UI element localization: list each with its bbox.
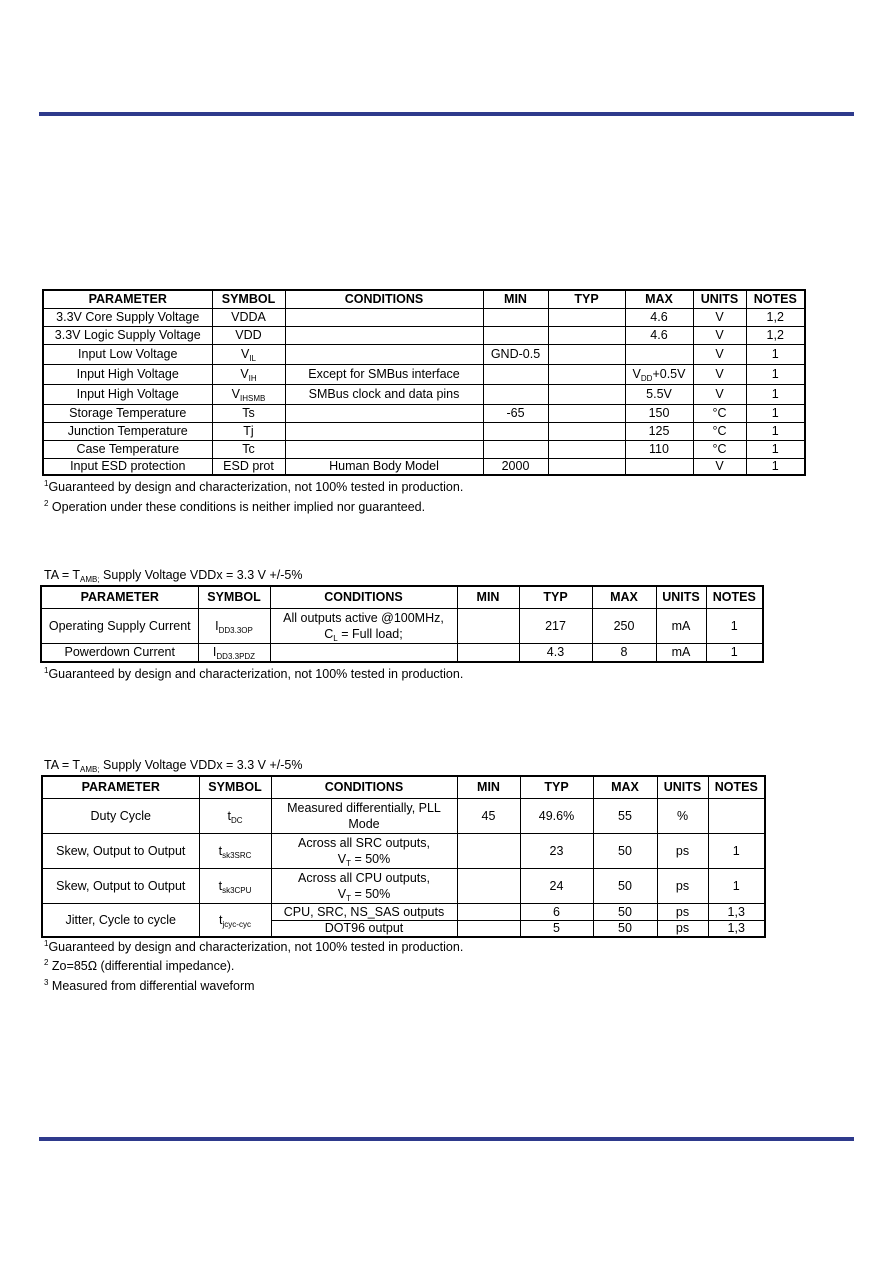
cell-min xyxy=(457,643,519,662)
footnote-text: Operation under these conditions is neither implied nor guaranteed. xyxy=(48,500,426,514)
header-min: MIN xyxy=(483,290,548,308)
table-header-row xyxy=(43,290,805,308)
symbol-subscript: DD3.3PDZ xyxy=(216,652,256,662)
cell-max: 55 xyxy=(593,798,657,833)
table-row xyxy=(43,440,805,458)
max-subscript: DD xyxy=(640,374,653,383)
footnote-mark: 1 xyxy=(44,479,49,488)
symbol-subscript: sk3CPU xyxy=(222,885,252,895)
cell-symbol xyxy=(212,344,285,364)
cell-min: 2000 xyxy=(483,458,548,475)
table3-footnote-3 xyxy=(44,979,255,993)
condition-suffix: Supply Voltage VDDx = 3.3 V +/-5% xyxy=(99,568,303,582)
footnote-text: Guaranteed by design and characterization, not 100% tested in production. xyxy=(48,480,464,494)
footnote-text: Zo=85Ω (differential impedance). xyxy=(48,959,235,973)
symbol-subscript: DC xyxy=(230,815,243,825)
cell-parameter: 3.3V Logic Supply Voltage xyxy=(43,326,212,344)
symbol-subscript: jcyc-cyc xyxy=(222,919,251,929)
cell-min xyxy=(457,903,520,920)
cell-typ xyxy=(548,344,625,364)
cell-min xyxy=(483,440,548,458)
cell-typ xyxy=(548,308,625,326)
cell-max xyxy=(625,364,693,384)
cell-units: mA xyxy=(656,643,706,662)
cell-conditions xyxy=(285,326,483,344)
table-row xyxy=(42,798,765,833)
cell-symbol xyxy=(198,608,270,643)
cell-typ: 23 xyxy=(520,833,593,868)
cell-parameter: Powerdown Current xyxy=(41,643,198,662)
conditions-line-2: Mode xyxy=(348,816,380,831)
cell-max: 4.6 xyxy=(625,308,693,326)
cell-min: -65 xyxy=(483,404,548,422)
cell-units: °C xyxy=(693,440,746,458)
header-parameter: PARAMETER xyxy=(42,776,199,798)
cell-parameter: Skew, Output to Output xyxy=(42,868,199,903)
header-parameter: PARAMETER xyxy=(41,586,198,608)
header-notes: NOTES xyxy=(706,586,763,608)
table-row xyxy=(43,364,805,384)
symbol-base: t xyxy=(219,912,223,927)
symbol-base: V xyxy=(231,387,240,401)
cell-min xyxy=(457,920,520,937)
condition-sub: AMB; xyxy=(80,765,100,774)
cell-typ xyxy=(548,326,625,344)
cell-notes: 1 xyxy=(746,422,805,440)
cell-symbol: Tc xyxy=(212,440,285,458)
cell-notes: 1 xyxy=(746,440,805,458)
cell-conditions xyxy=(285,308,483,326)
cell-notes: 1 xyxy=(746,404,805,422)
footnote-mark: 1 xyxy=(44,666,49,675)
cell-min xyxy=(483,326,548,344)
cell-symbol xyxy=(198,643,270,662)
table1-footnote-1 xyxy=(44,480,463,494)
conditions-line-2-sub: T xyxy=(346,893,351,903)
bottom-rule xyxy=(39,1137,854,1141)
cell-typ: 217 xyxy=(519,608,592,643)
cell-units: °C xyxy=(693,404,746,422)
cell-min xyxy=(457,608,519,643)
table-header-row xyxy=(41,586,763,608)
table-row xyxy=(42,903,765,920)
symbol-base: t xyxy=(218,878,223,893)
cell-max: 50 xyxy=(593,833,657,868)
footnote-text: Measured from differential waveform xyxy=(48,979,255,993)
cell-max xyxy=(625,344,693,364)
cell-notes: 1 xyxy=(746,364,805,384)
table-row xyxy=(42,868,765,903)
cell-typ xyxy=(548,384,625,404)
cell-units: °C xyxy=(693,422,746,440)
cell-conditions: SMBus clock and data pins xyxy=(285,384,483,404)
cell-max: 8 xyxy=(592,643,656,662)
table-row xyxy=(43,344,805,364)
supply-current-table xyxy=(40,585,764,663)
cell-typ xyxy=(548,404,625,422)
table-row xyxy=(41,643,763,662)
table3-footnote-1 xyxy=(44,940,463,954)
cell-conditions: DOT96 output xyxy=(271,920,457,937)
table3-footnote-2 xyxy=(44,959,234,973)
footnote-mark: 2 xyxy=(44,958,49,967)
cell-parameter: Storage Temperature xyxy=(43,404,212,422)
footnote-text: Guaranteed by design and characterization, not 100% tested in production. xyxy=(48,667,464,681)
header-units: UNITS xyxy=(657,776,708,798)
ac-timing-table xyxy=(41,775,766,938)
cell-parameter: 3.3V Core Supply Voltage xyxy=(43,308,212,326)
cell-conditions: CPU, SRC, NS_SAS outputs xyxy=(271,903,457,920)
cell-max: 110 xyxy=(625,440,693,458)
conditions-line-2-post: = 50% xyxy=(350,886,391,901)
cell-notes: 1,3 xyxy=(708,903,765,920)
cell-min xyxy=(483,308,548,326)
header-parameter: PARAMETER xyxy=(43,290,212,308)
header-units: UNITS xyxy=(656,586,706,608)
symbol-base: t xyxy=(218,843,223,858)
symbol-subscript: DD3.3OP xyxy=(218,625,253,635)
condition-prefix: TA = T xyxy=(44,568,81,582)
cell-symbol xyxy=(212,364,285,384)
symbol-subscript: IL xyxy=(249,354,256,363)
cell-symbol: Ts xyxy=(212,404,285,422)
symbol-base: I xyxy=(215,618,219,633)
top-rule xyxy=(39,112,854,116)
cell-parameter: Input High Voltage xyxy=(43,384,212,404)
symbol-subscript: IHSMB xyxy=(240,394,266,403)
cell-notes: 1,2 xyxy=(746,308,805,326)
table3-condition xyxy=(44,758,302,772)
cell-conditions xyxy=(271,833,457,868)
footnote-text: Guaranteed by design and characterization, not 100% tested in production. xyxy=(48,940,464,954)
cell-conditions xyxy=(285,440,483,458)
symbol-subscript: IH xyxy=(248,374,257,383)
header-typ: TYP xyxy=(520,776,593,798)
header-conditions: CONDITIONS xyxy=(270,586,457,608)
cell-symbol: Tj xyxy=(212,422,285,440)
cell-symbol xyxy=(199,868,271,903)
table-row xyxy=(43,458,805,475)
cell-parameter: Jitter, Cycle to cycle xyxy=(42,903,199,937)
cell-notes: 1,2 xyxy=(746,326,805,344)
cell-conditions xyxy=(271,798,457,833)
cell-units: V xyxy=(693,364,746,384)
cell-conditions xyxy=(271,868,457,903)
cell-conditions xyxy=(285,404,483,422)
cell-min xyxy=(483,384,548,404)
conditions-line-2-sub: T xyxy=(346,858,351,868)
table2-footnote-1 xyxy=(44,667,463,681)
cell-min xyxy=(483,364,548,384)
cell-units: % xyxy=(657,798,708,833)
header-notes: NOTES xyxy=(708,776,765,798)
cell-conditions xyxy=(285,344,483,364)
header-typ: TYP xyxy=(519,586,592,608)
cell-parameter: Input Low Voltage xyxy=(43,344,212,364)
header-min: MIN xyxy=(457,776,520,798)
cell-min: 45 xyxy=(457,798,520,833)
cell-symbol: VDDA xyxy=(212,308,285,326)
cell-parameter: Operating Supply Current xyxy=(41,608,198,643)
cell-notes: 1 xyxy=(708,833,765,868)
symbol-subscript: sk3SRC xyxy=(222,850,252,860)
header-symbol: SYMBOL xyxy=(198,586,270,608)
cell-parameter: Input High Voltage xyxy=(43,364,212,384)
conditions-line-1: Across all CPU outputs, xyxy=(298,870,430,885)
cell-conditions xyxy=(270,608,457,643)
conditions-line-2-pre: C xyxy=(324,626,334,641)
absolute-max-table xyxy=(42,289,806,476)
conditions-line-2-post: = Full load; xyxy=(337,626,403,641)
conditions-line-2: V xyxy=(337,886,347,901)
cell-symbol xyxy=(199,798,271,833)
conditions-line-1: Measured differentially, PLL xyxy=(287,800,441,815)
cell-notes xyxy=(708,798,765,833)
table-row xyxy=(43,404,805,422)
symbol-base: V xyxy=(240,367,249,381)
cell-symbol xyxy=(199,903,271,937)
conditions-line-2: V xyxy=(337,851,347,866)
table1-footnote-2 xyxy=(44,500,425,514)
cell-typ: 24 xyxy=(520,868,593,903)
cell-notes: 1 xyxy=(746,458,805,475)
table-row xyxy=(43,422,805,440)
cell-typ: 4.3 xyxy=(519,643,592,662)
cell-notes: 1 xyxy=(746,344,805,364)
cell-typ xyxy=(548,440,625,458)
cell-symbol xyxy=(199,833,271,868)
table-row xyxy=(42,833,765,868)
footnote-mark: 2 xyxy=(44,499,49,508)
footnote-mark: 1 xyxy=(44,939,49,948)
condition-sub: AMB; xyxy=(80,575,100,584)
header-typ: TYP xyxy=(548,290,625,308)
max-tail: +0.5V xyxy=(652,367,686,381)
condition-prefix: TA = T xyxy=(44,758,81,772)
cell-max: 5.5V xyxy=(625,384,693,404)
max-base: V xyxy=(632,367,641,381)
table-row xyxy=(43,326,805,344)
cell-parameter: Input ESD protection xyxy=(43,458,212,475)
cell-symbol: VDD xyxy=(212,326,285,344)
header-min: MIN xyxy=(457,586,519,608)
cell-typ xyxy=(548,364,625,384)
cell-min xyxy=(457,868,520,903)
cell-max: 125 xyxy=(625,422,693,440)
cell-min xyxy=(457,833,520,868)
table-row xyxy=(43,308,805,326)
symbol-base: t xyxy=(227,808,231,823)
conditions-line-2-sub: L xyxy=(333,633,338,643)
cell-max: 50 xyxy=(593,903,657,920)
cell-max: 50 xyxy=(593,868,657,903)
cell-units: ps xyxy=(657,868,708,903)
cell-max xyxy=(625,458,693,475)
cell-parameter: Case Temperature xyxy=(43,440,212,458)
symbol-base: V xyxy=(240,347,250,361)
cell-notes: 1 xyxy=(746,384,805,404)
cell-parameter: Skew, Output to Output xyxy=(42,833,199,868)
cell-notes: 1 xyxy=(708,868,765,903)
cell-max: 4.6 xyxy=(625,326,693,344)
cell-min: GND-0.5 xyxy=(483,344,548,364)
cell-notes: 1 xyxy=(706,608,763,643)
cell-conditions: Human Body Model xyxy=(285,458,483,475)
cell-notes: 1 xyxy=(706,643,763,662)
cell-max: 150 xyxy=(625,404,693,422)
table-header-row xyxy=(42,776,765,798)
symbol-base: I xyxy=(212,645,217,660)
cell-symbol xyxy=(212,384,285,404)
cell-units: V xyxy=(693,308,746,326)
header-conditions: CONDITIONS xyxy=(271,776,457,798)
conditions-line-1: All outputs active @100MHz, xyxy=(283,610,444,625)
cell-typ: 5 xyxy=(520,920,593,937)
conditions-line-2-post: = 50% xyxy=(350,851,391,866)
conditions-line-1: Across all SRC outputs, xyxy=(298,835,430,850)
condition-suffix: Supply Voltage VDDx = 3.3 V +/-5% xyxy=(99,758,303,772)
cell-units: ps xyxy=(657,903,708,920)
header-max: MAX xyxy=(625,290,693,308)
cell-conditions xyxy=(270,643,457,662)
cell-notes: 1,3 xyxy=(708,920,765,937)
header-symbol: SYMBOL xyxy=(199,776,271,798)
cell-conditions xyxy=(285,422,483,440)
cell-typ: 6 xyxy=(520,903,593,920)
cell-units: V xyxy=(693,344,746,364)
cell-typ xyxy=(548,458,625,475)
cell-max: 250 xyxy=(592,608,656,643)
cell-conditions: Except for SMBus interface xyxy=(285,364,483,384)
cell-units: V xyxy=(693,326,746,344)
cell-max: 50 xyxy=(593,920,657,937)
cell-units: V xyxy=(693,384,746,404)
cell-units: V xyxy=(693,458,746,475)
header-max: MAX xyxy=(593,776,657,798)
cell-typ: 49.6% xyxy=(520,798,593,833)
header-units: UNITS xyxy=(693,290,746,308)
cell-typ xyxy=(548,422,625,440)
cell-parameter: Duty Cycle xyxy=(42,798,199,833)
table-row xyxy=(41,608,763,643)
cell-units: mA xyxy=(656,608,706,643)
header-notes: NOTES xyxy=(746,290,805,308)
table-row xyxy=(43,384,805,404)
cell-min xyxy=(483,422,548,440)
cell-units: ps xyxy=(657,833,708,868)
header-conditions: CONDITIONS xyxy=(285,290,483,308)
footnote-mark: 3 xyxy=(44,978,49,987)
cell-symbol: ESD prot xyxy=(212,458,285,475)
cell-parameter: Junction Temperature xyxy=(43,422,212,440)
cell-units: ps xyxy=(657,920,708,937)
header-symbol: SYMBOL xyxy=(212,290,285,308)
header-max: MAX xyxy=(592,586,656,608)
table2-condition xyxy=(44,568,302,582)
